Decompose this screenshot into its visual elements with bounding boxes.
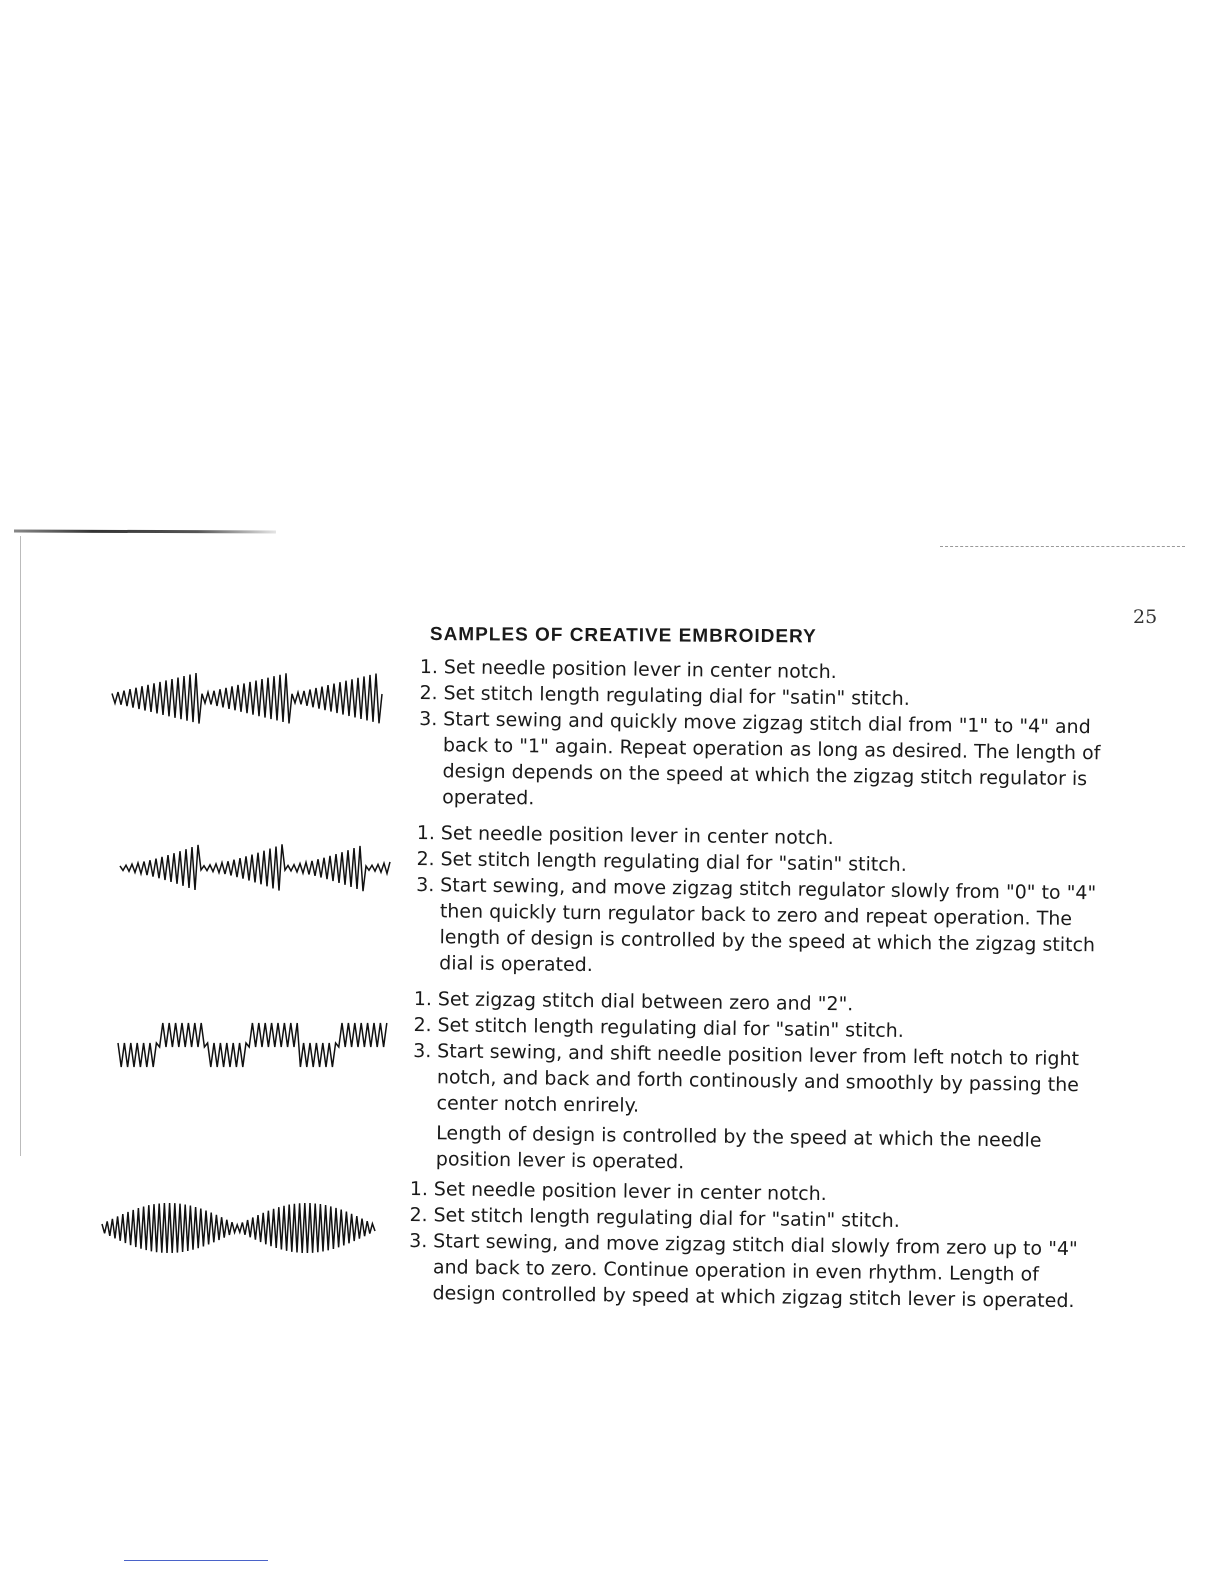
bottom-rule [124,1560,268,1561]
step: 2. Set stitch length regulating dial for "satin" stitch. [419,681,910,710]
scan-edge-line [14,530,276,534]
step: 3. Start sewing and quickly move zigzag stitch dial from "1" to "4" and back to "1" again. Repeat operation as long as desired. The length of design depends on the speed at which the zigzag stitch regulator is operated. [419,707,1101,810]
scan-edge-dashes [940,546,1185,548]
step: 3. Start sewing, and shift needle position lever from left notch to right notch, and back and forth continously and smoothly by passing the center notch enrirely. [413,1039,1080,1117]
step: 2. Set stitch length regulating dial for "satin" stitch. [409,1203,900,1232]
step: 3. Start sewing, and move zigzag stitch dial slowly from zero up to "4" and back to zero. Continue operation in even rhythm. Length of design controlled by speed at which zigzag stitch lever is operated. [409,1229,1078,1313]
step: 1. Set needle position lever in center notch. [409,1177,827,1206]
instruction-block-1 [419,654,1114,818]
step: 2. Set stitch length regulating dial for "satin" stitch. [413,1013,904,1042]
instruction-block-3 [413,986,1108,1180]
step: 1. Set needle position lever in center notch. [416,821,834,850]
note: Length of design is controlled by the speed at which the needle position lever is operated. [435,1122,1042,1174]
stitch-sample-4 [100,1188,385,1268]
instruction-block-4 [409,1176,1104,1314]
page-title: SAMPLES OF CREATIVE EMBROIDERY [429,624,817,648]
page-number: 25 [1133,606,1158,628]
stitch-sample-1 [110,660,390,740]
step: 2. Set stitch length regulating dial for "satin" stitch. [416,847,907,876]
step: 1. Set zigzag stitch dial between zero and "2". [413,987,854,1016]
step: 1. Set needle position lever in center notch. [419,655,837,684]
instruction-block-2 [416,820,1111,984]
stitch-sample-2 [118,828,398,908]
step: 3. Start sewing, and move zigzag stitch regulator slowly from "0" to "4" then quickly turn regulator back to zero and repeat operation. The length of design is controlled by the speed at which the zigzag stitch dial is operated. [416,873,1097,977]
scan-left-edge [20,536,21,1156]
stitch-sample-3 [116,1010,396,1080]
